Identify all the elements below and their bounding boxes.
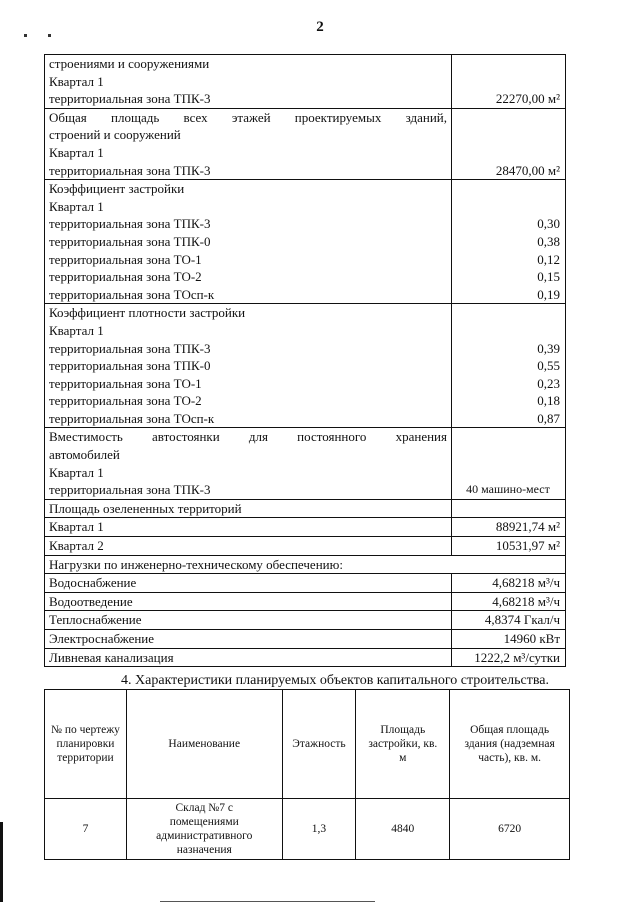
- indicator-line: территориальная зона ТО-2: [49, 393, 202, 409]
- indicator-value: [452, 648, 566, 667]
- header-total-area: Общая площадь здания (надземная часть), кв. м.: [450, 690, 570, 799]
- cell-object-name: Склад №7 с помещениями административного назначения: [126, 799, 282, 860]
- page-number: 2: [316, 19, 324, 35]
- indicator-line: Квартал 2: [49, 538, 104, 554]
- indicator-line: Нагрузки по инженерно-техническому обеспечению:: [49, 556, 343, 572]
- indicator-line: территориальная зона ТПК-0: [49, 358, 211, 374]
- indicator-value-line: 0,39: [537, 340, 560, 356]
- indicator-value-line: 0,15: [537, 269, 560, 285]
- objects-table: [44, 689, 570, 860]
- indicator-line: территориальная зона ТПК-0: [49, 233, 211, 249]
- indicator-line: территориальная зона ТПК-3: [49, 482, 211, 498]
- indicator-value: [452, 304, 566, 428]
- indicator-name: [45, 180, 452, 304]
- indicators-table: [44, 54, 566, 667]
- indicator-value-line: 40 машино-мест: [466, 482, 550, 497]
- indicator-name: [45, 304, 452, 428]
- indicator-value-line: 0,55: [537, 358, 560, 374]
- header-built-area: Площадь застройки, кв. м: [356, 690, 450, 799]
- indicator-line: Квартал 1: [49, 519, 104, 535]
- indicator-line: автомобилей: [49, 447, 120, 463]
- table-row: [45, 611, 566, 630]
- indicator-name: [45, 428, 452, 499]
- table-row: [45, 180, 566, 304]
- indicator-name: [45, 499, 452, 518]
- scan-mark: [24, 34, 27, 37]
- indicator-line: Квартал 1: [49, 464, 104, 480]
- table-row: [45, 537, 566, 556]
- indicator-line: Электроснабжение: [49, 631, 155, 646]
- indicator-name: [45, 592, 452, 611]
- indicator-value: [452, 537, 566, 556]
- table-row: [45, 304, 566, 428]
- indicator-value: [452, 499, 566, 518]
- indicator-value-line: 1222,2 м³/сутки: [474, 649, 560, 665]
- indicator-value-line: 0,87: [537, 410, 560, 426]
- indicator-name: [45, 518, 452, 537]
- indicator-value-line: 28470,00 м²: [495, 162, 560, 178]
- indicator-line: территориальная зона ТО-2: [49, 269, 202, 285]
- indicator-line: Теплоснабжение: [49, 612, 142, 628]
- table-row: [45, 799, 570, 860]
- indicator-line: территориальная зона ТПК-3: [49, 91, 211, 107]
- indicator-name: [45, 648, 452, 667]
- indicator-value-line: 0,12: [537, 251, 560, 267]
- table-row: [45, 518, 566, 537]
- table-row: [45, 592, 566, 611]
- indicator-line: территориальная зона ТОсп-к: [49, 286, 215, 302]
- indicator-value-line: 0,23: [537, 375, 560, 391]
- table-row: [45, 55, 566, 109]
- indicator-value-line: 88921,74 м²: [495, 519, 560, 535]
- indicator-value-line: 0,19: [537, 286, 560, 302]
- table-row: [45, 630, 566, 649]
- indicator-value: [452, 574, 566, 593]
- indicator-line: Квартал 1: [49, 144, 104, 160]
- header-drawing-number: № по чертежу планировки территории: [45, 690, 127, 799]
- cell-drawing-number: 7: [45, 799, 127, 860]
- indicator-line: Площадь озелененных территорий: [49, 500, 242, 516]
- indicator-line: территориальная зона ТПК-3: [49, 216, 211, 232]
- table-row: [45, 499, 566, 518]
- cell-total-area: 6720: [450, 799, 570, 860]
- indicator-value: [452, 518, 566, 537]
- indicator-name: [45, 630, 452, 649]
- indicator-name: [45, 108, 452, 179]
- indicator-line: Водоснабжение: [49, 575, 137, 591]
- indicator-line: Коэффициент застройки: [49, 181, 185, 197]
- table-row: [45, 108, 566, 179]
- indicator-value: [452, 592, 566, 611]
- indicator-line: строениями и сооружениями: [49, 56, 210, 71]
- indicator-line: территориальная зона ТО-1: [49, 251, 202, 267]
- indicator-name: [45, 574, 452, 593]
- indicator-value: [452, 180, 566, 304]
- table-row: [45, 648, 566, 667]
- objects-header-row: [45, 690, 570, 799]
- indicator-value-line: 0,38: [537, 233, 560, 249]
- indicator-line: Квартал 1: [49, 198, 104, 214]
- indicator-line: Водоотведение: [49, 593, 133, 609]
- indicator-name: [45, 55, 452, 109]
- indicator-value-line: 22270,00 м²: [495, 91, 560, 107]
- indicator-line: Коэффициент плотности застройки: [49, 305, 246, 321]
- indicator-line: Вместимость автостоянки для постоянного хранения: [49, 429, 447, 445]
- indicator-value: [452, 611, 566, 630]
- footer-rule: [160, 901, 375, 902]
- indicator-line: Ливневая канализация: [49, 649, 174, 665]
- table-row: [45, 574, 566, 593]
- scan-mark: [48, 34, 51, 37]
- indicator-name: [45, 611, 452, 630]
- table-row: [45, 555, 566, 574]
- indicator-line: территориальная зона ТО-1: [49, 375, 202, 391]
- indicator-value: [452, 630, 566, 649]
- indicator-line: Общая площадь всех этажей проектируемых зданий,: [49, 109, 447, 125]
- table-row: [45, 428, 566, 499]
- indicator-value-line: 4,68218 м³/ч: [492, 593, 560, 609]
- indicator-name: [45, 555, 566, 574]
- indicator-line: Квартал 1: [49, 73, 104, 89]
- cell-floors: 1,3: [282, 799, 356, 860]
- indicator-value: [452, 55, 566, 109]
- indicator-value-line: 14960 кВт: [503, 631, 560, 646]
- indicator-line: Квартал 1: [49, 322, 104, 338]
- header-name: Наименование: [126, 690, 282, 799]
- indicator-value-line: 0,18: [537, 393, 560, 409]
- indicator-line: территориальная зона ТОсп-к: [49, 410, 215, 426]
- scan-edge-mark: [0, 822, 3, 902]
- indicator-value-line: 10531,97 м²: [495, 538, 560, 554]
- indicator-line: строений и сооружений: [49, 127, 181, 143]
- indicator-value-line: 4,8374 Гкал/ч: [484, 612, 560, 628]
- indicator-line: территориальная зона ТПК-3: [49, 162, 211, 178]
- header-floors: Этажность: [282, 690, 356, 799]
- cell-built-area: 4840: [356, 799, 450, 860]
- indicator-line: территориальная зона ТПК-3: [49, 340, 211, 356]
- indicator-value-line: 4,68218 м³/ч: [492, 575, 560, 591]
- indicator-value: [452, 108, 566, 179]
- indicator-name: [45, 537, 452, 556]
- indicator-value: [452, 428, 566, 499]
- indicator-value-line: 0,30: [537, 216, 560, 232]
- section-title: 4. Характеристики планируемых объектов капитального строительства.: [121, 673, 549, 688]
